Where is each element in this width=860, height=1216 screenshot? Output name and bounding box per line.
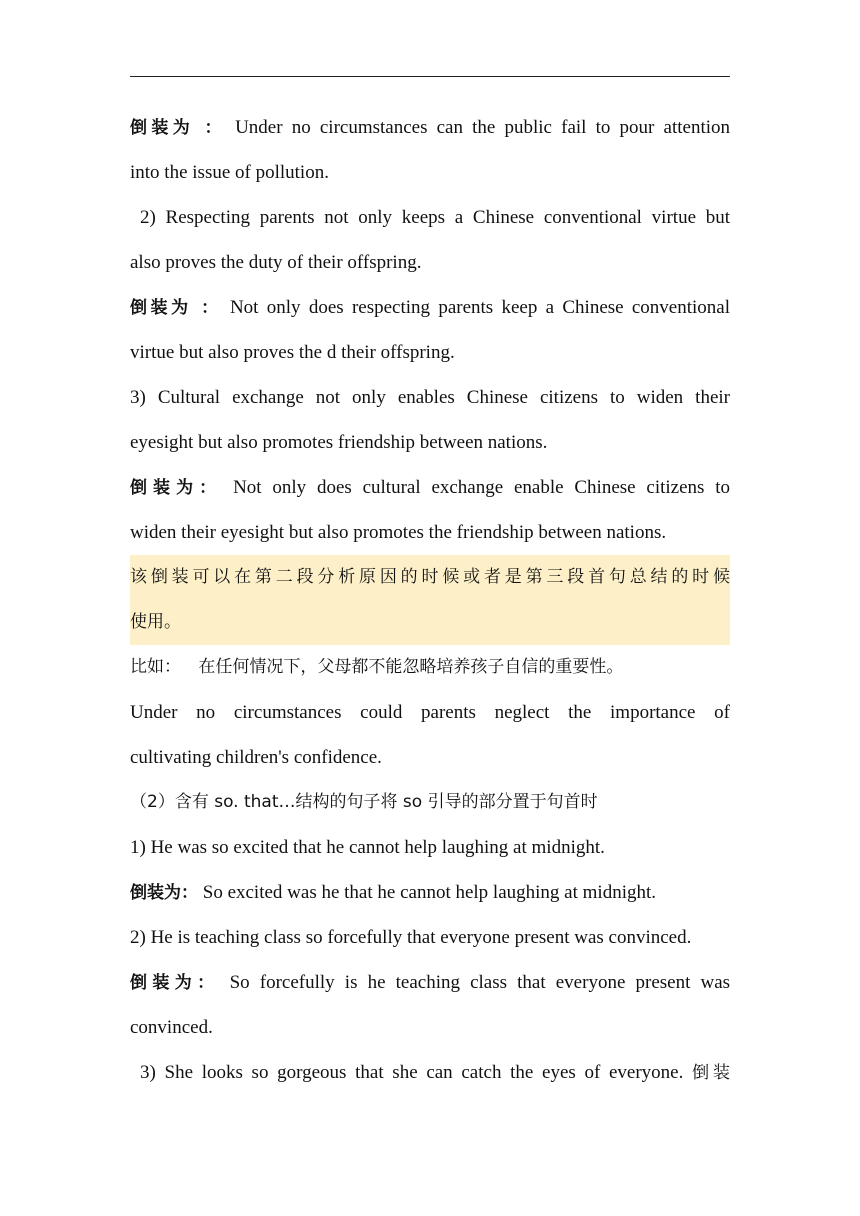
paragraph-line [130,510,730,555]
paragraph-line [130,240,730,285]
header-rule [130,76,730,77]
paragraph-line [130,150,730,195]
inversion-label: 倒装为： [130,478,223,498]
line-text: Not only does cultural exchange enable Chinese citizens to [233,477,730,498]
line-text: So excited was he that he cannot help laughing at midnight. [202,882,657,903]
line-text: Under no circumstances could parents neglect the importance of [130,702,730,723]
paragraph-line [130,195,730,240]
paragraph-line [130,465,730,510]
paragraph-line [130,915,730,960]
section-heading-text: （2）含有 so. that…结构的句子将 so 引导的部分置于句首时 [130,792,598,812]
inversion-label: 倒装为 ： [130,298,222,318]
inversion-label: 倒装为： [130,883,198,903]
line-text: into the issue of pollution. [130,162,329,183]
paragraph-line [130,870,730,915]
line-text: virtue but also proves the d their offspring. [130,342,455,363]
line-text: cultivating children's confidence. [130,747,382,768]
paragraph-line [130,735,730,780]
line-text: 2) He is teaching class so forcefully that everyone present was convinced. [130,927,692,948]
highlighted-note [130,555,730,645]
note-line [130,555,730,600]
paragraph-line [130,825,730,870]
paragraph-line [130,1050,730,1095]
line-text: also proves the duty of their offspring. [130,252,422,273]
line-text: Not only does respecting parents keep a Chinese conventional [229,297,730,318]
note-text: 使用。 [130,612,181,632]
paragraph-line [130,960,730,1005]
line-text: 1) He was so excited that he cannot help laughing at midnight. [130,837,605,858]
example-text: 在任何情况下，父母都不能忽略培养孩子自信的重要性。 [198,657,624,677]
line-text: Under no circumstances can the public fail to pour attention [235,117,730,138]
document-body [130,105,730,1095]
paragraph-line [130,285,730,330]
note-text: 该倒装可以在第二段分析原因的时候或者是第三段首句总结的时候 [130,567,730,587]
paragraph-line [130,105,730,150]
paragraph-line [130,420,730,465]
note-line [130,600,730,645]
paragraph-line [130,375,730,420]
example-line [130,645,730,690]
inversion-label: 倒装为： [130,973,220,993]
line-text: convinced. [130,1017,213,1038]
inversion-label-tail: 倒装 [692,1063,730,1083]
line-text: widen their eyesight but also promotes the friendship between nations. [130,522,667,543]
example-label: 比如： [130,657,181,677]
inversion-label: 倒装为 ： [130,118,226,138]
paragraph-line [130,1005,730,1050]
paragraph-line [130,690,730,735]
paragraph-line [130,330,730,375]
section-heading [130,780,730,825]
line-text: 3) She looks so gorgeous that she can catch the eyes of everyone. [140,1062,684,1083]
line-text: 3) Cultural exchange not only enables Chinese citizens to widen their [130,387,730,408]
line-text: So forcefully is he teaching class that everyone present was [229,972,730,993]
line-text: 2) Respecting parents not only keeps a Chinese conventional virtue but [140,207,730,228]
line-text: eyesight but also promotes friendship between nations. [130,432,548,453]
